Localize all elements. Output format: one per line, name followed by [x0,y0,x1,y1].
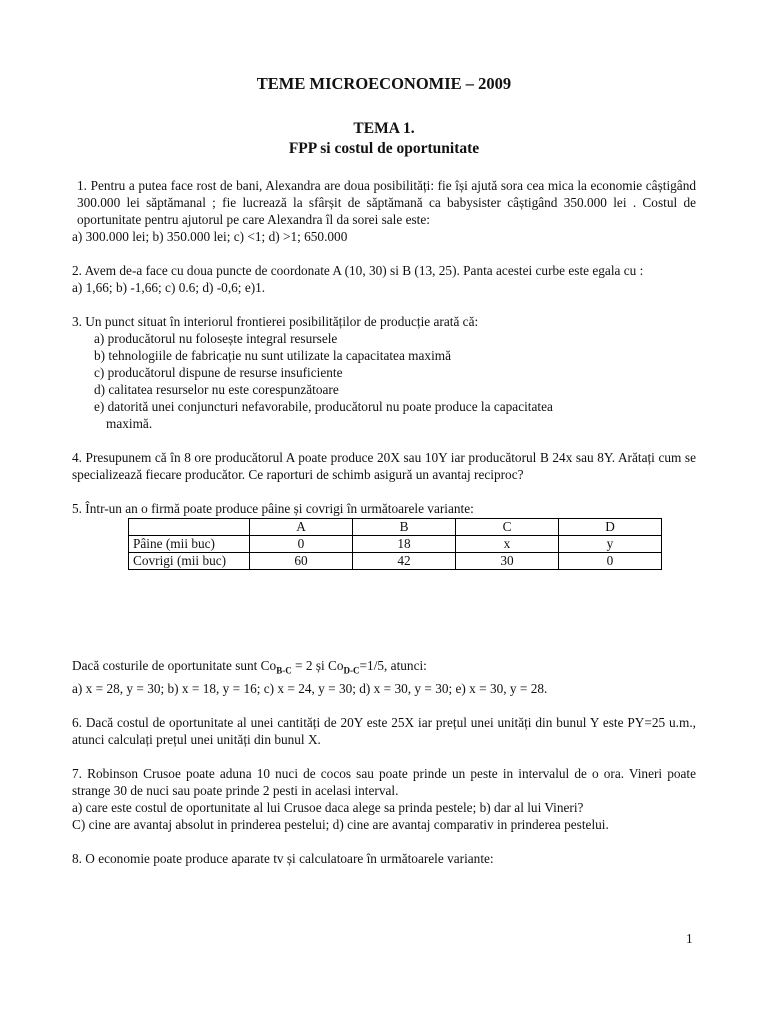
table-header-cell: C [456,519,559,536]
question-1-options: a) 300.000 lei; b) 350.000 lei; c) <1; d) >1; 650.000 [72,229,348,244]
question-7-text: 7. Robinson Crusoe poate aduna 10 nuci de cocos sau poate prinde un peste in intervalul de o ora. Vineri poate strange 30 de nuci sau poate prinde 2 pesti in acelasi interval. [72,765,696,798]
question-7-line-cd: C) cine are avantaj absolut in prinderea pestelui; d) cine are avantaj comparativ in prinderea pestelui. [72,816,609,832]
page-number: 1 [686,931,693,946]
table-cell: 18 [353,536,456,553]
question-3-option-e-continued: maximă. [106,416,153,431]
table-cell: 30 [456,553,559,570]
exercise-list [72,177,696,867]
document-title: TEME MICROECONOMIE – 2009 [256,74,512,93]
question-3-option-d: d) calitatea resurselor nu este corespunzătoare [94,382,339,397]
table-cell: 60 [250,553,353,570]
table-cell: y [559,536,662,553]
question-4-text: 4. Presupunem că în 8 ore producătorul A poate produce 20X sau 10Y iar producătorul B 24x sau 8Y. Arătați cum se specializează fiecare producător. Ce raporturi de schimb asigură un avantaj reciproc? [72,450,696,482]
table-header-cell: D [559,519,662,536]
question-3-option-a: a) producătorul nu folosește integral resursele [94,331,338,346]
question-6-text: 6. Dacă costul de oportunitate al unei cantități de 20Y este 25X iar prețul unei unități din bunul Y este PY=25 u.m., atunci calculați prețul unei unități din bunul X. [72,714,696,747]
table-header-cell: A [250,519,353,536]
question-5-options: a) x = 28, y = 30; b) x = 18, y = 16; c) x = 24, y = 30; d) x = 30, y = 30; e) x = 30, y = 28. [72,680,548,696]
section-title: TEMA 1. [353,120,415,137]
question-3-options [72,330,696,432]
question-1-text: 1. Pentru a putea face rost de bani, Alexandra are doua posibilități: fie își ajută sora cea mica la economie câștigând 300.000 lei săptămanal ; fie lucrează la sfârșit de săptămană ca babysister câștigând 350.000 lei . Costul de oportunitate pentru ajutorul pe care Alexandra îl da sorei sale este: [77,178,696,227]
question-8-text: 8. O economie poate produce aparate tv și calculatoare în următoarele variante: [72,850,494,866]
table-corner-cell [129,519,250,536]
section-subtitle: FPP si costul de oportunitate [288,140,480,157]
table-cell: 42 [353,553,456,570]
table-row [129,536,662,553]
table-header-cell: B [353,519,456,536]
table-cell: x [456,536,559,553]
question-5-table [128,518,662,570]
table-header-row [129,519,662,536]
question-3-option-e: e) datorită unei conjuncturi nefavorabile, producătorul nu poate produce la capacitatea [94,399,553,414]
table-row [129,553,662,570]
table-cell: 0 [250,536,353,553]
question-2-text: 2. Avem de-a face cu doua puncte de coordonate A (10, 30) si B (13, 25). Panta acestei curbe este egala cu : [72,263,644,278]
table-row-label: Covrigi (mii buc) [129,553,250,570]
question-3-option-c: c) producătorul dispune de resurse insuficiente [94,365,343,380]
question-5-condition: Dacă costurile de oportunitate sunt $Co_{B-C} = 2$ și $Co_{D-C}=1/5$, atunci: [72,658,427,676]
table-row-label: Pâine (mii buc) [129,536,250,553]
question-5-intro: 5. Într-un an o firmă poate produce pâine și covrigi în următoarele variante: [72,501,474,516]
question-7-line-ab: a) care este costul de oportunitate al lui Crusoe daca alege sa prinda pestele; b) dar al lui Vineri? [72,799,584,815]
question-3-text: 3. Un punct situat în interiorul frontierei posibilităților de producție arată că: [72,314,479,329]
question-2-options: a) 1,66; b) -1,66; c) 0.6; d) -0,6; e)1. [72,280,266,295]
table-cell: 0 [559,553,662,570]
question-3-option-b: b) tehnologiile de fabricație nu sunt utilizate la capacitatea maximă [94,348,452,363]
